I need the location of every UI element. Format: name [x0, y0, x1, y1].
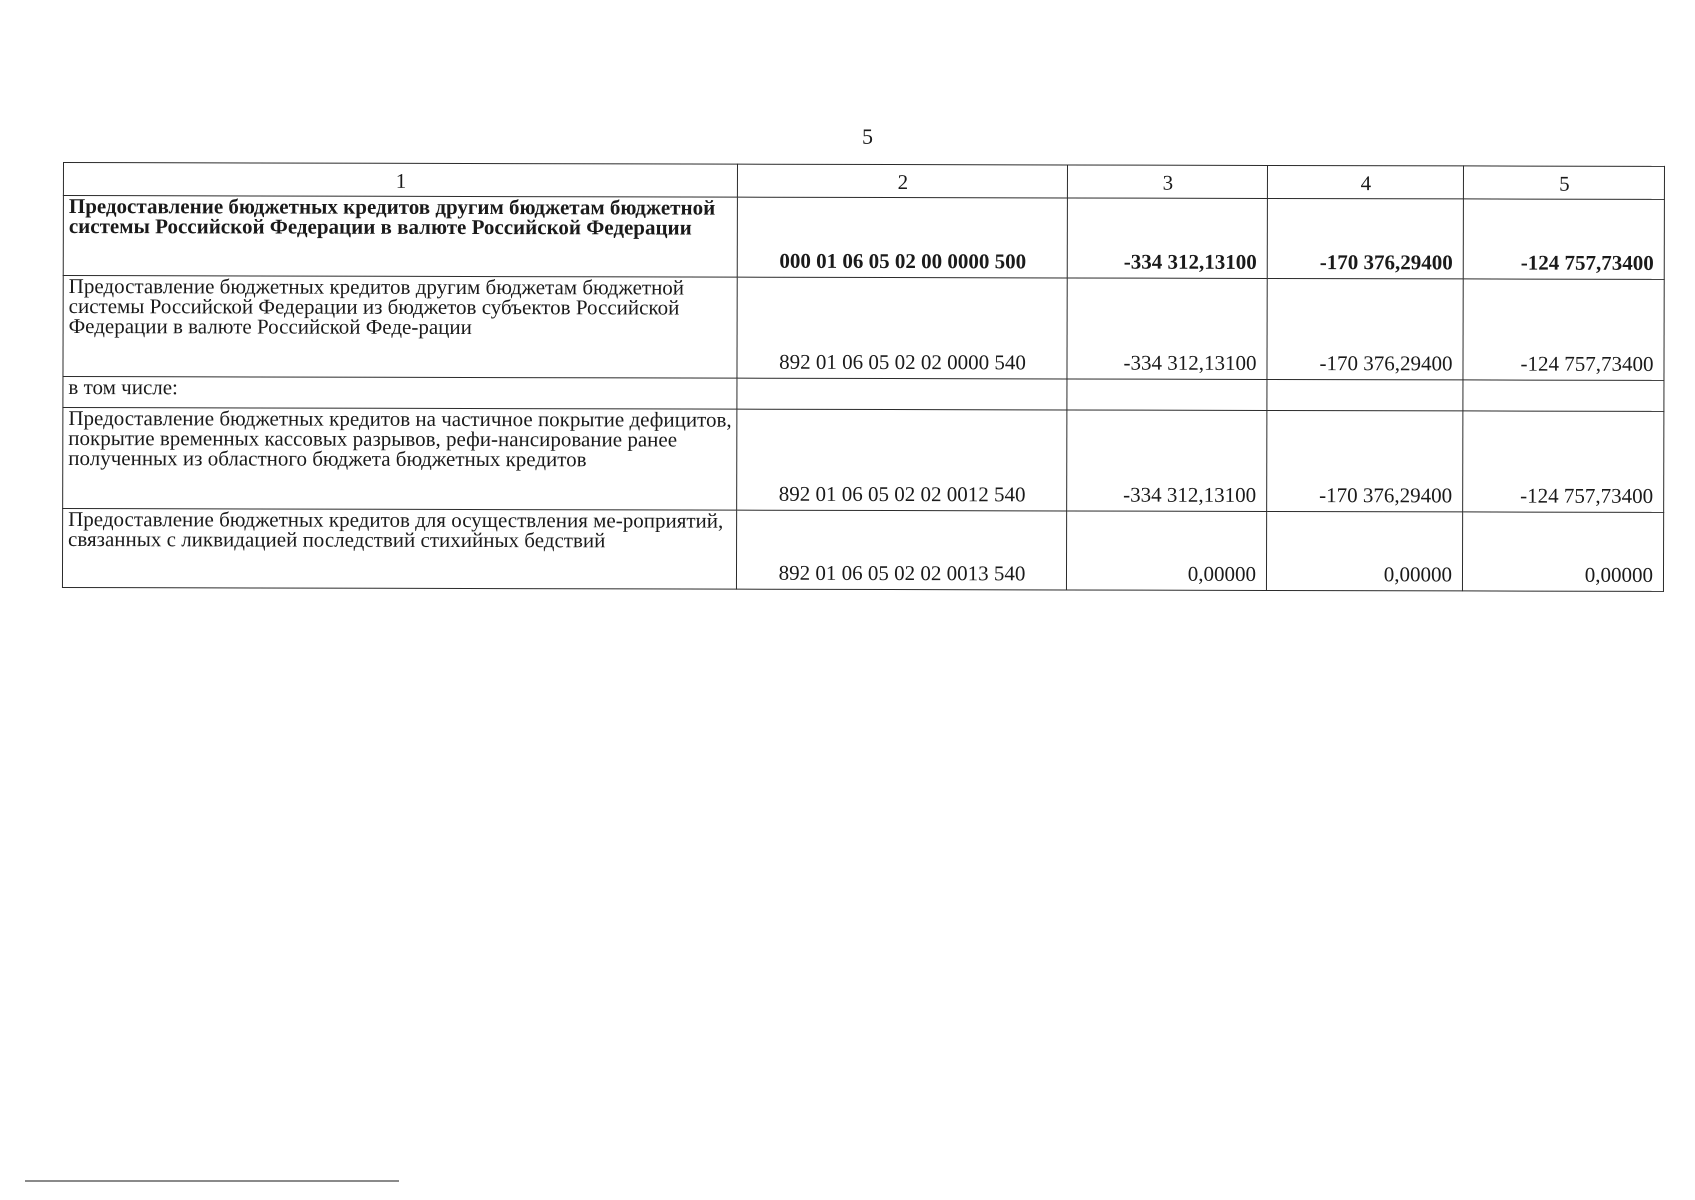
- row-code: 892 01 06 05 02 02 0013 540: [736, 510, 1066, 590]
- budget-credits-table: [62, 162, 1665, 592]
- table-row: [63, 196, 1664, 280]
- table-row: [62, 509, 1663, 592]
- row-value-col4: -170 376,29400: [1267, 278, 1463, 379]
- column-header-5: 5: [1463, 166, 1664, 199]
- row-code: [737, 378, 1067, 410]
- row-code: 000 01 06 05 02 00 0000 500: [737, 197, 1067, 278]
- row-value-col4: -170 376,29400: [1267, 410, 1463, 511]
- row-value-col5: -124 757,73400: [1463, 279, 1664, 380]
- row-value-col3: -334 312,13100: [1067, 410, 1267, 511]
- row-value-col5: 0,00000: [1462, 512, 1663, 591]
- row-name: Предоставление бюджетных кредитов для осуществления ме-роприятий, связанных с ликвидацией последствий стихийных бедствий: [62, 509, 736, 590]
- row-name: Предоставление бюджетных кредитов другим бюджетам бюджетной системы Российской Федерации из бюджетов субъектов Российской Федерации в валюте Российской Феде-рации: [63, 276, 737, 379]
- column-header-3: 3: [1067, 165, 1267, 198]
- page-number: 5: [862, 124, 873, 149]
- column-header-1: 1: [63, 163, 737, 198]
- row-name: Предоставление бюджетных кредитов на частичное покрытие дефицитов, покрытие временных кассовых разрывов, рефи-нансирование ранее полученных из областного бюджета бюджетных кредитов: [63, 408, 737, 511]
- row-value-col4: [1267, 379, 1463, 410]
- row-value-col5: [1463, 380, 1664, 411]
- row-value-col4: -170 376,29400: [1267, 198, 1463, 278]
- row-code: 892 01 06 05 02 02 0000 540: [737, 277, 1067, 379]
- column-header-4: 4: [1267, 165, 1463, 198]
- row-value-col3: -334 312,13100: [1067, 278, 1267, 379]
- row-value-col3: [1067, 379, 1267, 410]
- row-value-col4: 0,00000: [1266, 511, 1462, 590]
- column-header-2: 2: [737, 164, 1067, 198]
- footer-rule: [25, 1180, 399, 1182]
- row-code: 892 01 06 05 02 02 0012 540: [737, 409, 1067, 511]
- row-name: в том числе:: [63, 377, 737, 410]
- table-row: [63, 276, 1664, 381]
- table-row: [63, 408, 1664, 513]
- row-value-col5: -124 757,73400: [1463, 411, 1664, 512]
- row-name: Предоставление бюджетных кредитов другим бюджетам бюджетной системы Российской Федерации в валюте Российской Федерации: [63, 196, 737, 278]
- row-value-col5: -124 757,73400: [1463, 199, 1664, 279]
- row-value-col3: -334 312,13100: [1067, 198, 1267, 278]
- row-value-col3: 0,00000: [1066, 511, 1266, 590]
